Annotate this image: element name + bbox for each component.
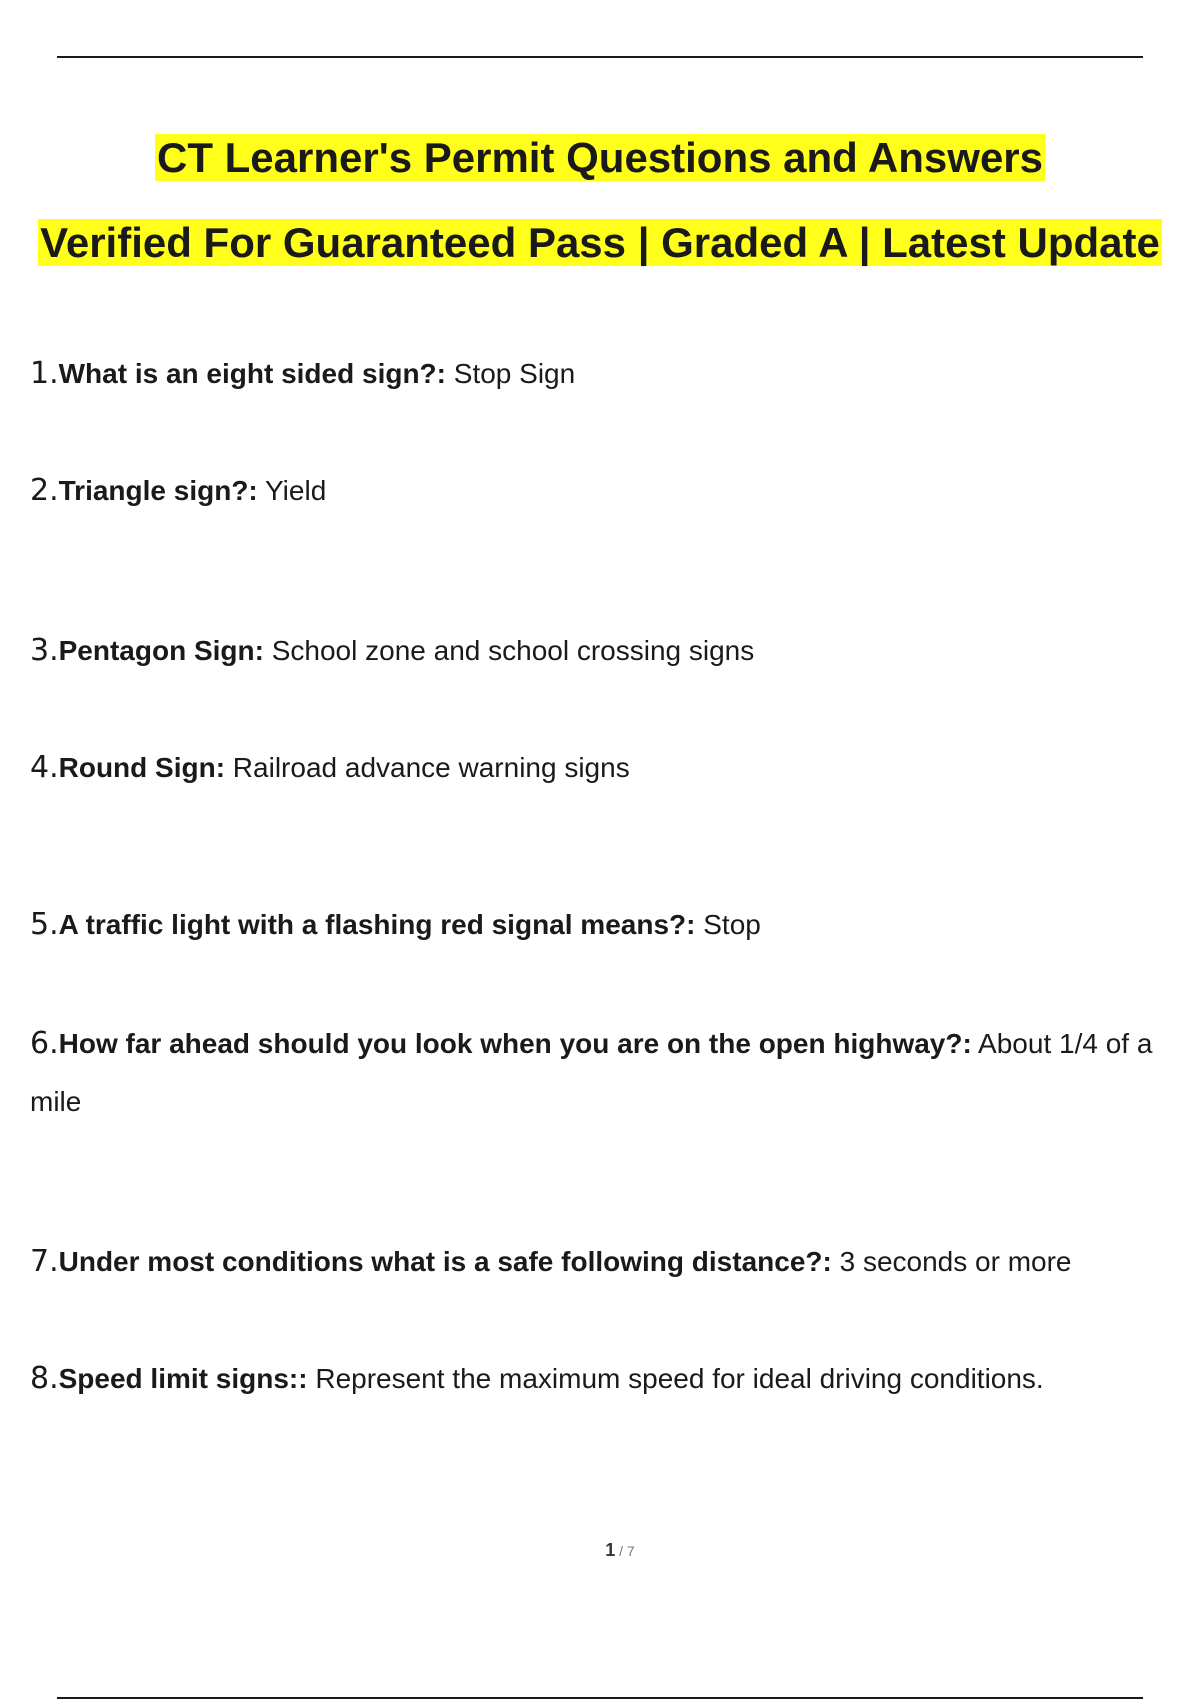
answer-text: Stop Sign (445, 358, 576, 389)
item-number: 1. (30, 356, 59, 391)
question-text: Triangle sign?: (58, 475, 258, 506)
qa-item (30, 462, 1180, 520)
item-number: 8. (30, 1361, 59, 1396)
document-subtitle (0, 215, 1200, 271)
page-number (0, 1540, 1200, 1561)
item-number: 5. (30, 907, 59, 942)
item-number: 4. (30, 750, 59, 785)
qa-item (30, 739, 1180, 797)
bottom-rule (57, 1697, 1143, 1699)
qa-item (30, 1350, 1180, 1408)
answer-text: School zone and school crossing signs (263, 635, 755, 666)
qa-item (30, 1233, 1180, 1291)
qa-item (30, 896, 1180, 954)
item-number: 6. (30, 1026, 59, 1061)
item-number: 3. (30, 633, 59, 668)
question-text: Speed limit signs:: (58, 1363, 308, 1394)
answer-text: Represent the maximum speed for ideal driving conditions. (307, 1363, 1044, 1394)
qa-item (30, 345, 1180, 403)
item-number: 2. (30, 473, 59, 508)
subtitle-highlight: Verified For Guaranteed Pass | Graded A | Latest Update (40, 219, 1160, 266)
title-highlight: CT Learner's Permit Questions and Answers (156, 134, 1044, 181)
question-text: Under most conditions what is a safe following distance?: (58, 1246, 832, 1277)
qa-item (30, 1015, 1180, 1131)
answer-text: Yield (257, 475, 327, 506)
total-pages: / 7 (615, 1543, 635, 1559)
question-text: Round Sign: (58, 752, 226, 783)
answer-text: 3 seconds or more (831, 1246, 1072, 1277)
top-rule (57, 56, 1143, 58)
answer-text: Railroad advance warning signs (225, 752, 630, 783)
question-text: What is an eight sided sign?: (58, 358, 446, 389)
question-text: How far ahead should you look when you are on the open highway?: (58, 1028, 972, 1059)
current-page: 1 (605, 1540, 616, 1560)
question-text: Pentagon Sign: (58, 635, 264, 666)
answer-text: Stop (695, 909, 761, 940)
qa-item (30, 622, 1180, 680)
document-title (0, 130, 1200, 186)
answer-text: About 1/4 of a mile (30, 1028, 1153, 1117)
question-text: A traffic light with a flashing red signal means?: (58, 909, 696, 940)
item-number: 7. (30, 1244, 59, 1279)
